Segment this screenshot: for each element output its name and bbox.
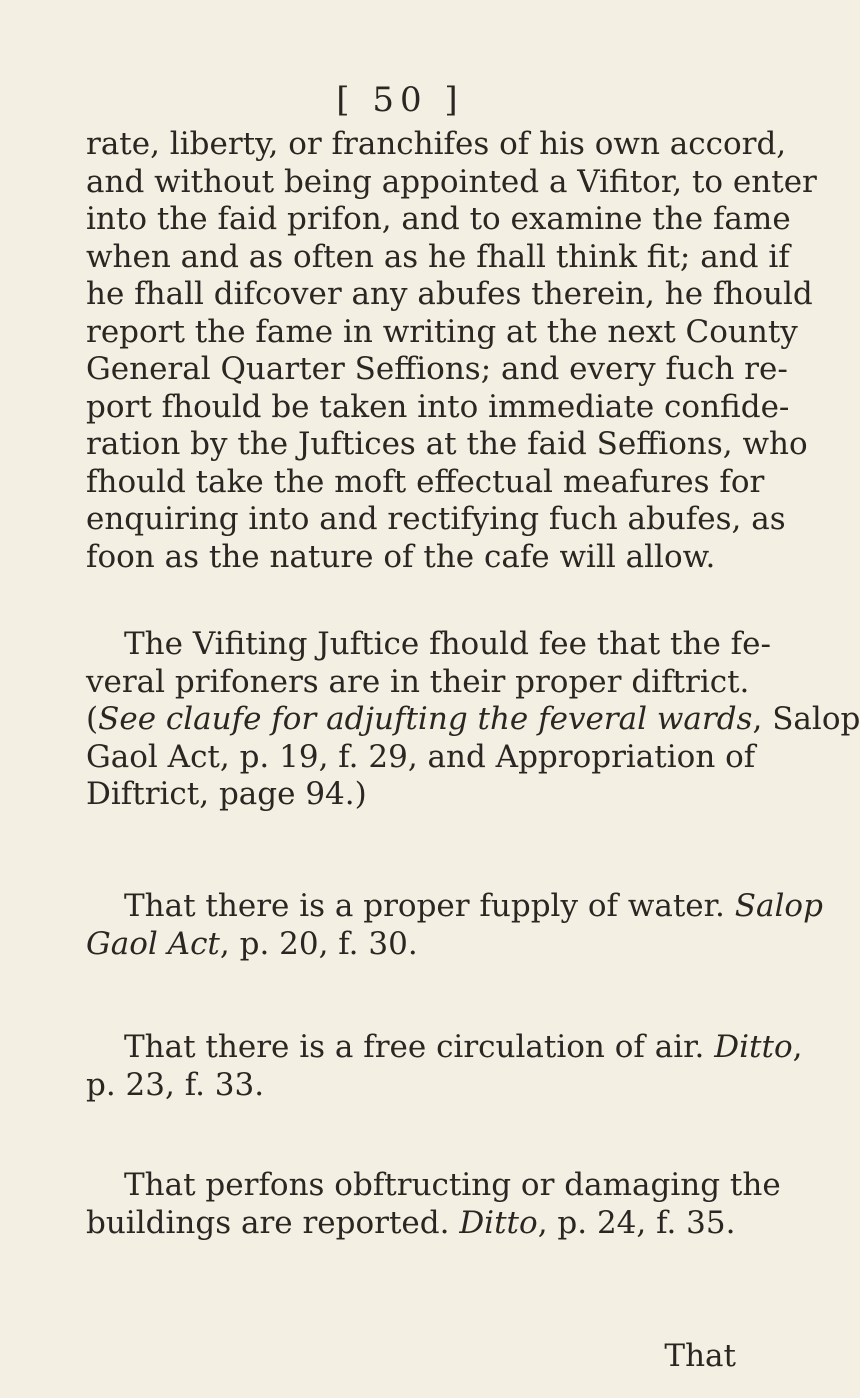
paragraph-3 bbox=[86, 888, 823, 963]
text-line: That perfons obftructing or damaging the bbox=[124, 1167, 781, 1203]
text-run: That there is a free circulation of air. bbox=[124, 1029, 715, 1065]
catchword: That bbox=[664, 1338, 736, 1374]
text-line: ration by the Juftices at the faid Seffions, who bbox=[86, 426, 808, 462]
text-line: p. 23, f. 33. bbox=[86, 1066, 265, 1103]
text-line: port fhould be taken into immediate confide- bbox=[86, 388, 790, 425]
text-line-mixed bbox=[86, 926, 718, 964]
text-line: enquiring into and rectifying fuch abufes, as bbox=[86, 501, 786, 537]
italic-run: See claufe for adjufting the feveral wards bbox=[98, 701, 753, 737]
text-line-mixed bbox=[86, 1204, 736, 1243]
text-line-mixed bbox=[86, 888, 823, 926]
text-line: report the fame in writing at the next County bbox=[86, 313, 798, 350]
text-line: rate, liberty, or franchifes of his own accord, bbox=[86, 126, 787, 162]
paragraph-5 bbox=[86, 1167, 781, 1242]
italic-run: Gaol Act bbox=[86, 925, 220, 962]
paragraph-2 bbox=[86, 626, 860, 814]
text-line: when and as often as he fhall think fit; and if bbox=[86, 238, 790, 275]
text-line: he fhall difcover any abufes therein, he fhould bbox=[86, 276, 813, 312]
text-line: fhould take the moft effectual meafures for bbox=[86, 463, 765, 500]
text-line: Gaol Act, p. 19, f. 29, and Appropriation of bbox=[86, 738, 756, 775]
text-run: , Salop bbox=[752, 701, 860, 737]
italic-run: Ditto bbox=[459, 1204, 538, 1241]
text-line-mixed bbox=[86, 1029, 803, 1067]
paragraph-4 bbox=[86, 1029, 803, 1104]
text-run: , p. 20, f. 30. bbox=[219, 925, 418, 962]
text-line: The Vifiting Juftice fhould fee that the fe- bbox=[124, 626, 771, 662]
italic-run: Salop bbox=[734, 888, 823, 924]
text-run: ( bbox=[86, 701, 99, 737]
text-line: into the faid prifon, and to examine the fame bbox=[86, 201, 791, 237]
text-line: veral prifoners are in their proper diftrict. bbox=[86, 663, 750, 700]
text-run: That there is a proper fupply of water. bbox=[124, 888, 735, 924]
page-number: [ 50 ] bbox=[336, 80, 464, 120]
text-run: , p. 24, f. 35. bbox=[537, 1204, 736, 1241]
text-line: and without being appointed a Vifitor, to enter bbox=[86, 163, 817, 200]
text-line: foon as the nature of the cafe will allow. bbox=[86, 538, 716, 575]
text-run: , bbox=[792, 1029, 803, 1065]
text-line: Diftrict, page 94.) bbox=[86, 776, 367, 812]
text-line-mixed bbox=[86, 701, 860, 739]
paragraph-1 bbox=[86, 126, 817, 576]
text-run: buildings are reported. bbox=[86, 1204, 460, 1241]
italic-run: Ditto bbox=[714, 1029, 793, 1065]
text-line: General Quarter Seffions; and every fuch re- bbox=[86, 351, 788, 387]
